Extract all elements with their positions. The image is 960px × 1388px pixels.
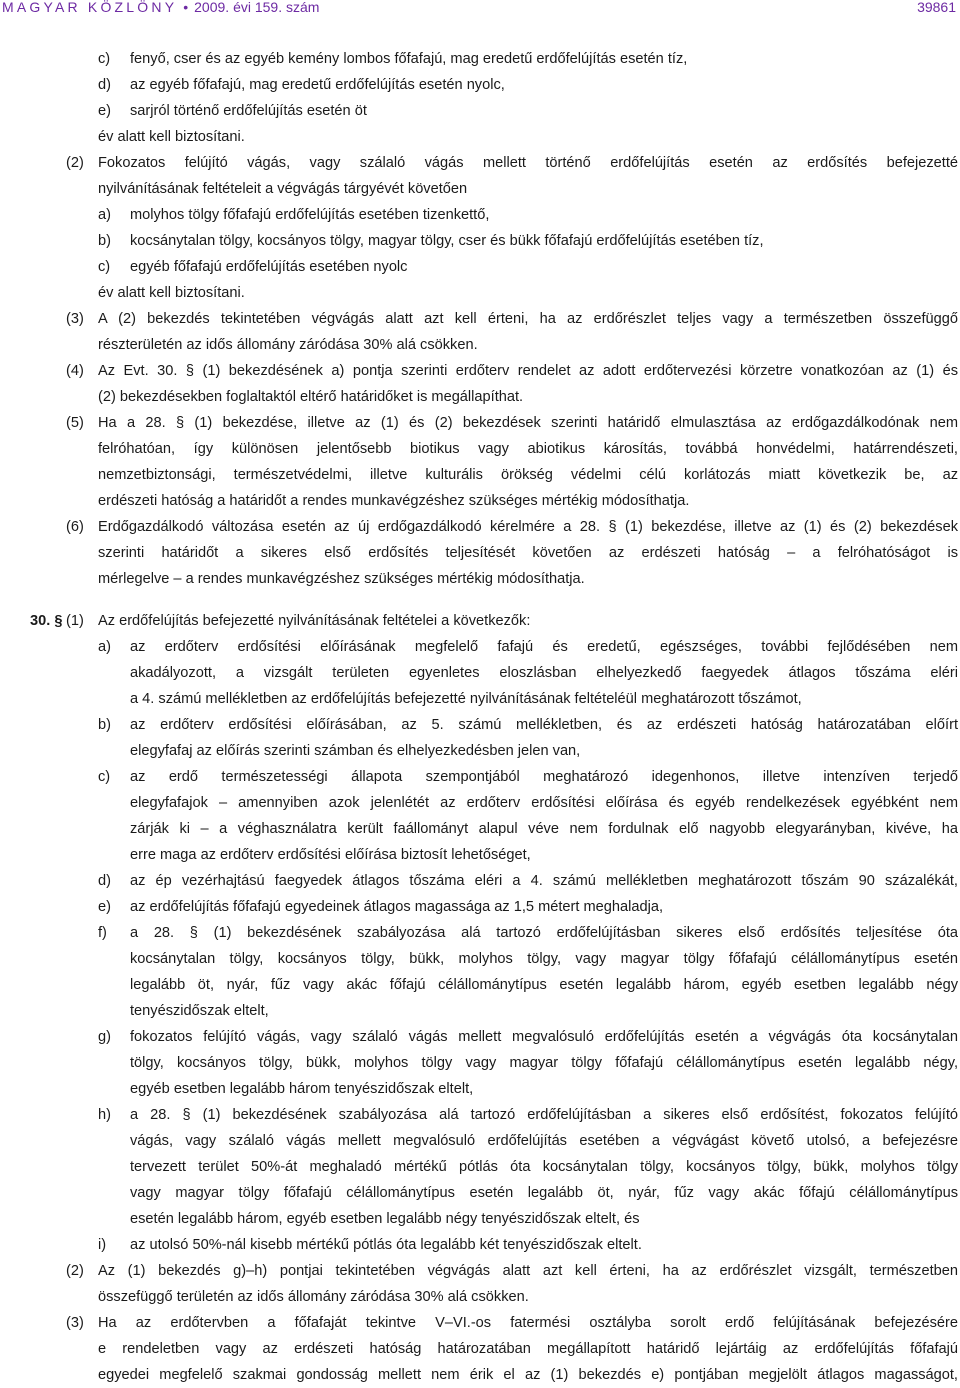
line-text: e rendeletben vagy az erdészeti hatóság határozatában megállapított határidő lejártáig az erdőfelújítás főfafajú xyxy=(98,1341,958,1357)
line-text: egyéb esetben legalább három tenyészidőszak eltelt, xyxy=(130,1081,474,1097)
text-line xyxy=(0,1206,960,1232)
line-text: elegyfafaj az előírás szerinti számban és elhelyezkedésben jelen van, xyxy=(130,743,581,759)
list-item-marker: b) xyxy=(98,717,111,733)
line-text: a 4. számú mellékletben az erdőfelújítás befejezetté nyilvánításának feltételéül meghatározott tőszámot, xyxy=(130,691,802,707)
text-line xyxy=(0,1336,960,1362)
paragraph-number: (2) xyxy=(66,1263,84,1279)
line-text: Ha a 28. § (1) bekezdése, illetve az (1) és (2) bekezdések szerinti határidő elmulasztása az erdőgazdálkodónak nem xyxy=(98,415,958,431)
line-text: Ha az erdőtervben a főfafaját tekintve V–VI.-os fatermési osztályba sorolt erdő felújításának befejezésére xyxy=(98,1315,958,1331)
text-line xyxy=(0,228,960,254)
text-line xyxy=(0,410,960,436)
text-line xyxy=(0,98,960,124)
text-line xyxy=(0,150,960,176)
text-line xyxy=(0,1284,960,1310)
paragraph-number: (3) xyxy=(66,1315,84,1331)
line-text: akadályozott, a vizsgált területen egyenletes eloszlásban elhelyezkedő faegyedek átlagos tőszáma eléri xyxy=(130,665,958,681)
text-line xyxy=(0,738,960,764)
text-line xyxy=(0,1154,960,1180)
text-line xyxy=(0,72,960,98)
separator-bullet: • xyxy=(183,0,189,15)
journal-title: MAGYAR KÖZLÖNY xyxy=(2,0,178,15)
line-text: erdészeti hatóság a határidőt a rendes munkavégzéshez szükséges mértékig módosíthatja. xyxy=(98,493,690,509)
list-item-marker: a) xyxy=(98,639,111,655)
text-line xyxy=(0,842,960,868)
line-text: fenyő, cser és az egyéb kemény lombos főfafajú, mag eredetű erdőfelújítás esetén tíz, xyxy=(130,51,688,67)
text-line xyxy=(0,764,960,790)
line-text: a 28. § (1) bekezdésének szabályozása alá tartozó erdőfelújításban sikeres első erdősítés teljesítése óta xyxy=(130,925,958,941)
line-text: a 28. § (1) bekezdésének szabályozása alá tartozó erdőfelújításban a sikeres első erdősítést, fokozatos felújító xyxy=(130,1107,958,1123)
line-text: nyilvánításának feltételeit a végvágás tárgyévét követően xyxy=(98,181,468,197)
line-text: legalább öt, nyár, fűz vagy akác főfajú célállománytípus esetén legalább három, egyéb esetben legalább négy xyxy=(130,977,958,993)
line-text: év alatt kell biztosítani. xyxy=(98,129,245,145)
line-text: erre maga az erdőterv erdősítési előírása biztosít lehetőséget, xyxy=(130,847,531,863)
text-line xyxy=(0,1128,960,1154)
line-text: az erdőfelújítás főfafajú egyedeinek átlagos magassága az 1,5 métert meghaladja, xyxy=(130,899,664,915)
line-text: Az Evt. 30. § (1) bekezdésének a) pontja szerinti erdőterv rendelet az adott erdőtervezési körzetre vonatkozóan az (1) és xyxy=(98,363,958,379)
line-text: egyéb főfafajú erdőfelújítás esetében nyolc xyxy=(130,259,408,275)
issue-number: 2009. évi 159. szám xyxy=(194,0,320,15)
paragraph-number: (2) xyxy=(66,155,84,171)
text-line xyxy=(0,436,960,462)
list-item-marker: b) xyxy=(98,233,111,249)
text-line xyxy=(0,280,960,306)
list-item-marker: e) xyxy=(98,103,111,119)
text-line xyxy=(0,1310,960,1336)
paragraph-number: (6) xyxy=(66,519,84,535)
text-line xyxy=(0,566,960,592)
text-line xyxy=(0,306,960,332)
line-text: tervezett terület 50%-át meghaladó mértékű pótlás óta kocsánytalan tölgy, kocsányos tölgy, bükk, molyhos tölgy xyxy=(130,1159,958,1175)
text-line xyxy=(0,972,960,998)
text-line xyxy=(0,634,960,660)
line-text: elegyfafajok – amennyiben azok jelenlétét az erdőterv erdősítési előírása és egyéb rendelkezések egyébként nem xyxy=(130,795,958,811)
line-text: vagy magyar tölgy főfafajú célállománytípus esetén legalább öt, nyár, fűz vagy akác főfajú célállománytípus xyxy=(130,1185,958,1201)
line-text: sarjról történő erdőfelújítás esetén öt xyxy=(130,103,367,119)
line-text: az ép vezérhajtású faegyedek átlagos tőszáma eléri a 4. számú mellékletben meghatározott tőszám 90 százalékát, xyxy=(130,873,958,889)
running-header xyxy=(0,0,960,20)
text-line xyxy=(0,946,960,972)
paragraph-number: (4) xyxy=(66,363,84,379)
list-item-marker: f) xyxy=(98,925,107,941)
list-item-marker: a) xyxy=(98,207,111,223)
text-line xyxy=(0,176,960,202)
line-text: egyedei megfelelő szakmai gondosság mellett nem érik el az (1) bekezdés e) pontjában megjelölt átlagos magasságot, xyxy=(98,1367,958,1383)
line-text: tenyészidőszak eltelt, xyxy=(130,1003,269,1019)
text-line xyxy=(0,894,960,920)
text-line xyxy=(0,816,960,842)
line-text: az utolsó 50%-nál kisebb mértékű pótlás óta legalább két tenyészidőszak eltelt. xyxy=(130,1237,642,1253)
paragraph-number: (1) xyxy=(66,613,84,629)
line-text: nemzetbiztonsági, természetvédelmi, illetve kulturális örökség védelmi célú korlátozás miatt következik be, az xyxy=(98,467,958,483)
text-line xyxy=(0,462,960,488)
text-line xyxy=(0,608,960,634)
line-text: az erdő természetességi állapota szempontjából meghatározó idegenhonos, illetve intenzíven terjedő xyxy=(130,769,958,785)
text-line xyxy=(0,514,960,540)
text-line xyxy=(0,254,960,280)
text-line xyxy=(0,660,960,686)
text-line xyxy=(0,488,960,514)
text-line xyxy=(0,540,960,566)
line-text: Az erdőfelújítás befejezetté nyilvánításának feltételei a következők: xyxy=(98,613,531,629)
line-text: Erdőgazdálkodó változása esetén az új erdőgazdálkodó kérelmére a 28. § (1) bekezdése, illetve az (1) és (2) bekezdések xyxy=(98,519,958,535)
text-line xyxy=(0,790,960,816)
line-text: (2) bekezdésekben foglaltaktól eltérő határidőket is megállapíthat. xyxy=(98,389,524,405)
text-line xyxy=(0,1050,960,1076)
list-item-marker: g) xyxy=(98,1029,111,1045)
paragraph-number: (5) xyxy=(66,415,84,431)
text-line xyxy=(0,920,960,946)
list-item-marker: d) xyxy=(98,77,111,93)
text-line xyxy=(0,1024,960,1050)
text-line xyxy=(0,1102,960,1128)
list-item-marker: c) xyxy=(98,51,111,67)
list-item-marker: e) xyxy=(98,899,111,915)
line-text: tölgy, kocsányos tölgy, bükk, molyhos tölgy vagy magyar tölgy főfafajú célállománytípus esetén legalább négy, xyxy=(130,1055,958,1071)
text-line xyxy=(0,358,960,384)
text-line xyxy=(0,686,960,712)
list-item-marker: c) xyxy=(98,259,111,275)
text-line xyxy=(0,1076,960,1102)
line-text: felróhatóan, így különösen jelentősebb biotikus vagy abiotikus károsítás, továbbá honvédelmi, határrendészeti, xyxy=(98,441,958,457)
line-text: az erdőterv erdősítési előírásában, az 5. számú mellékletben, és az erdészeti hatóság határozatában előírt xyxy=(130,717,958,733)
journal-issue-line xyxy=(2,0,319,14)
line-text: kocsánytalan tölgy, kocsányos tölgy, bükk, molyhos tölgy, vagy magyar tölgy főfafajú célállománytípus esetén xyxy=(130,951,958,967)
text-line xyxy=(0,202,960,228)
line-text: Fokozatos felújító vágás, vagy szálaló vágás mellett történő erdőfelújítás esetén az erdősítés befejezetté xyxy=(98,155,958,171)
list-item-marker: i) xyxy=(98,1237,107,1253)
paragraph-number: (3) xyxy=(66,311,84,327)
list-item-marker: c) xyxy=(98,769,111,785)
line-text: év alatt kell biztosítani. xyxy=(98,285,245,301)
line-text: az egyéb főfafajú, mag eredetű erdőfelújítás esetén nyolc, xyxy=(130,77,505,93)
section-number: 30. § xyxy=(30,613,63,629)
text-line xyxy=(0,384,960,410)
line-text: összefüggő területén az idős állomány záródása 30% alá csökken. xyxy=(98,1289,529,1305)
line-text: molyhos tölgy főfafajú erdőfelújítás esetében tizenkettő, xyxy=(130,207,490,223)
line-text: szerinti határidőt a sikeres első erdősítés teljesítését követően az erdészeti hatóság – a felróhatóságot is xyxy=(98,545,958,561)
text-line xyxy=(0,332,960,358)
line-text: kocsánytalan tölgy, kocsányos tölgy, magyar tölgy, cser és bükk főfafajú erdőfelújítás esetében tíz, xyxy=(130,233,764,249)
page-number: 39861 xyxy=(917,0,956,15)
text-line xyxy=(0,1180,960,1206)
text-line xyxy=(0,998,960,1024)
line-text: A (2) bekezdés tekintetében végvágás alatt azt kell érteni, ha az erdőrészlet teljes vagy a természetben összefüggő xyxy=(98,311,958,327)
line-text: mérlegelve – a rendes munkavégzéshez szükséges mértékig módosíthatja. xyxy=(98,571,585,587)
line-text: esetén legalább három, egyéb esetben legalább négy tenyészidőszak eltelt, és xyxy=(130,1211,640,1227)
line-text: részterületén az idős állomány záródása 30% alá csökken. xyxy=(98,337,478,353)
list-item-marker: h) xyxy=(98,1107,111,1123)
line-text: Az (1) bekezdés g)–h) pontjai tekintetében végvágás alatt azt kell érteni, ha az erdőrészlet vizsgált, természetben xyxy=(98,1263,958,1279)
text-line xyxy=(0,868,960,894)
text-line xyxy=(0,712,960,738)
text-line xyxy=(0,124,960,150)
line-text: az erdőterv erdősítési előírásának megfelelő fafajú és eredetű, egészséges, további fejlődésében nem xyxy=(130,639,958,655)
line-text: zárják ki – a véghasználatra került faállományt alapul véve nem fordulnak elő nagyobb elegyarányban, kivéve, ha xyxy=(130,821,958,837)
document-body xyxy=(0,46,960,1388)
list-item-marker: d) xyxy=(98,873,111,889)
line-text: fokozatos felújító vágás, vagy szálaló vágás mellett megvalósuló erdőfelújítás esetén a végvágás óta kocsánytalan xyxy=(130,1029,958,1045)
line-text: vágás, vagy szálaló vágás mellett megvalósuló erdőfelújítás esetében a végvágást követő utolsó, a befejezésre xyxy=(130,1133,958,1149)
section-gap xyxy=(0,592,960,608)
text-line xyxy=(0,1232,960,1258)
text-line xyxy=(0,1362,960,1388)
text-line xyxy=(0,46,960,72)
text-line xyxy=(0,1258,960,1284)
